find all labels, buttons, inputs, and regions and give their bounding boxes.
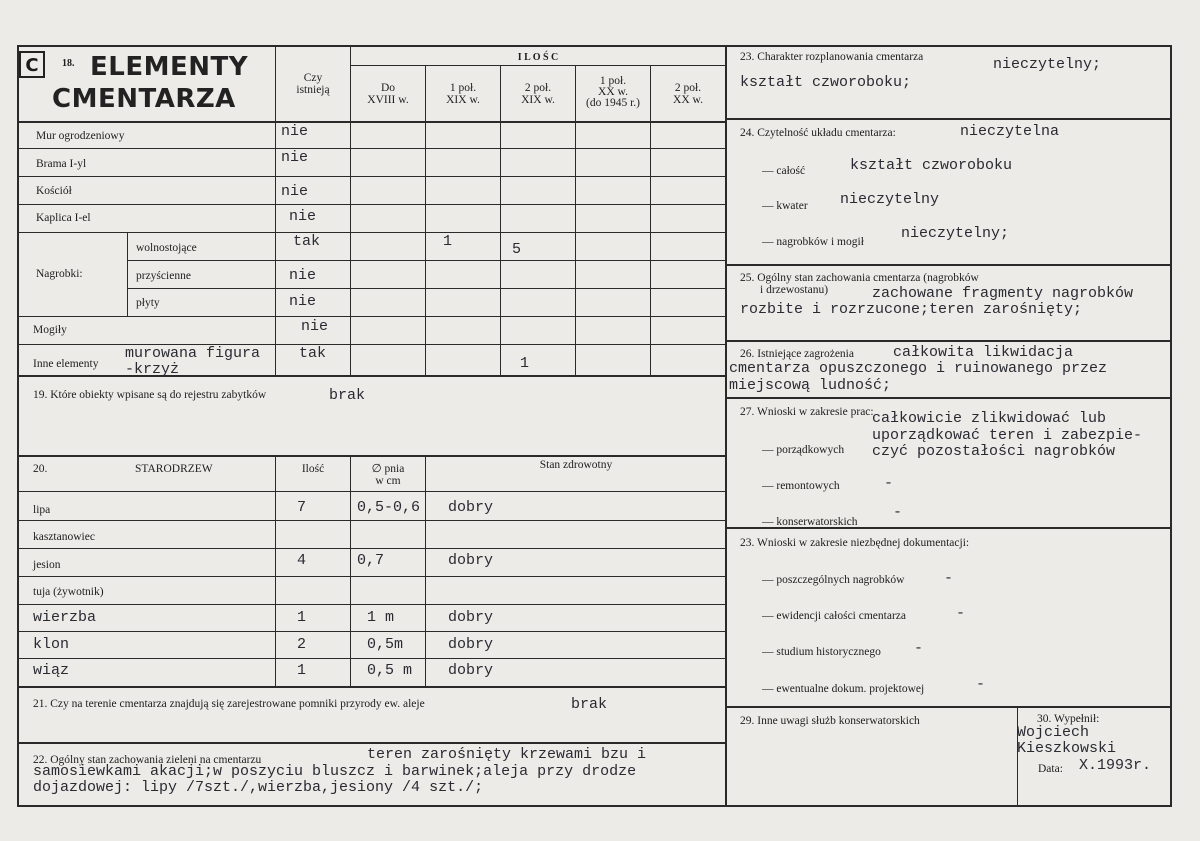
s25-label2: i drzewostanu): [760, 284, 829, 296]
s28-item-value: -: [976, 676, 986, 693]
s23-label: 23. Charakter rozplanowania cmentarza: [740, 51, 924, 63]
element-exists: nie: [289, 267, 317, 284]
period-4b: XX w.: [598, 86, 628, 98]
ilosc-label: I L O Ś C: [517, 52, 559, 63]
col-line: [500, 66, 501, 375]
tree-health: dobry: [448, 609, 494, 626]
period-5b: XX w.: [673, 94, 703, 106]
s26-line1: całkowita likwidacja: [893, 344, 1074, 361]
col-line: [425, 455, 426, 687]
s27-rem-label: — remontowych: [762, 480, 840, 492]
element-count: 5: [512, 241, 522, 258]
row-line: [17, 548, 726, 549]
element-count: 1: [520, 355, 530, 372]
s19-label: 19. Które obiekty wpisane są do rejestru zabytków: [33, 389, 267, 401]
tree-diam: 0,5-0,6: [357, 499, 421, 516]
s22-label: 22. Ogólny stan zachowania zieleni na cmentarzu: [33, 754, 262, 766]
trees-health-header: Stan zdrowotny: [539, 459, 613, 471]
trees-num: 20.: [33, 463, 48, 475]
row-line: [17, 455, 726, 457]
frame-left: [17, 45, 19, 807]
section-number: 18.: [62, 58, 75, 69]
s28-item-value: -: [944, 570, 954, 587]
s24-value: nieczytelna: [960, 123, 1060, 140]
element-exists: nie: [289, 293, 317, 310]
row-line: [17, 686, 726, 688]
tree-name: tuja (żywotnik): [33, 586, 104, 598]
tree-name: lipa: [33, 504, 51, 516]
s27-rem: -: [884, 475, 894, 492]
czy-label-1: Czy: [303, 72, 323, 84]
tree-name: jesion: [33, 559, 61, 571]
s28-item-label: — poszczególnych nagrobków: [762, 574, 905, 586]
s26-label: 26. Istniejące zagrożenia: [740, 348, 854, 360]
period-4c: (do 1945 r.): [586, 97, 640, 109]
element-label: Kościół: [36, 185, 72, 197]
element-label: wolnostojące: [136, 242, 197, 254]
s24-label: 24. Czytelność układu cmentarza:: [740, 127, 896, 139]
s22-line2: samosiewkami akacji;w poszyciu bluszcz i barwinek;aleja przy drodze: [33, 763, 637, 780]
center-divider: [725, 45, 727, 807]
s27-kons: -: [893, 504, 903, 521]
s25-label1: 25. Ogólny stan zachowania cmentarza (nagrobków: [740, 272, 979, 284]
s21-label: 21. Czy na terenie cmentarza znajdują się zarejestrowane pomniki przyrody ew. aleje: [33, 698, 425, 710]
row-line: [17, 520, 726, 521]
element-exists: tak: [299, 345, 327, 362]
period-5a: 2 poł.: [674, 82, 702, 94]
row-line: [17, 204, 726, 205]
element-exists: nie: [281, 183, 309, 200]
title-line1: ELEMENTY: [90, 52, 249, 82]
row-line: [17, 604, 726, 605]
s19-value: brak: [329, 387, 366, 404]
s22-line1: teren zarośnięty krzewami bzu i: [367, 746, 647, 763]
trees-diam-unit: w cm: [375, 475, 401, 487]
s27-label: 27. Wnioski w zakresie prac:: [740, 406, 874, 418]
s28-item-label: — ewidencji całości cmentarza: [762, 610, 906, 622]
tree-count: 2: [297, 636, 307, 653]
s28-label: 23. Wnioski w zakresie niezbędnej dokumentacji:: [740, 537, 970, 549]
s24-calosc-label: — całość: [762, 165, 806, 177]
row-line: [127, 288, 726, 289]
row-line: [17, 658, 726, 659]
tree-count: 1: [297, 609, 307, 626]
tree-diam: 0,5 m: [367, 662, 413, 679]
element-exists: nie: [301, 318, 329, 335]
s24-kwater: nieczytelny: [840, 191, 940, 208]
nagrobki-label: Nagrobki:: [36, 268, 83, 280]
col-line: [425, 66, 426, 375]
s27-line3: czyć pozostałości nagrobków: [872, 443, 1116, 460]
tree-health: dobry: [448, 499, 494, 516]
czy-label-2: istnieją: [296, 84, 330, 96]
element-typed: murowana figura: [125, 345, 261, 362]
element-label: przyścienne: [136, 270, 191, 282]
col-line: [650, 66, 651, 375]
element-exists: nie: [281, 123, 309, 140]
s30-name1: Wojciech: [1017, 724, 1090, 741]
s24-kwater-label: — kwater: [762, 200, 808, 212]
element-label: płyty: [136, 297, 160, 309]
row-line: [17, 631, 726, 632]
right-row-line: [725, 397, 1172, 399]
element-exists: nie: [289, 208, 317, 225]
trees-count-header: Ilość: [301, 463, 325, 475]
s24-nagrobkow: nieczytelny;: [901, 225, 1010, 242]
right-row-line: [725, 706, 1172, 708]
tree-diam: 1 m: [367, 609, 395, 626]
title-line2: CMENTARZA: [52, 84, 236, 114]
row-line: [17, 316, 726, 317]
row-line: [17, 176, 726, 177]
tree-name: kasztanowiec: [33, 531, 95, 543]
period-3a: 2 poł.: [524, 82, 552, 94]
s25-line1: zachowane fragmenty nagrobków: [872, 285, 1134, 302]
element-label: Brama I-yl: [36, 158, 87, 170]
tree-health: dobry: [448, 662, 494, 679]
row-line: [127, 260, 726, 261]
period-2b: XIX w.: [446, 94, 480, 106]
s29-label: 29. Inne uwagi służb konserwatorskich: [740, 715, 920, 727]
s26-line3: miejscową ludność;: [729, 377, 892, 394]
row-line: [17, 742, 726, 744]
row-line: [17, 344, 726, 345]
s25-line2: rozbite i rozrzucone;teren zarośnięty;: [740, 301, 1083, 318]
s30-date: X.1993r.: [1079, 757, 1152, 774]
col-line: [350, 455, 351, 687]
tree-diam: 0,7: [357, 552, 385, 569]
element-label: Kaplica I-el: [36, 212, 91, 224]
right-row-line: [725, 264, 1172, 266]
period-1b: XVIII w.: [367, 94, 409, 106]
s28-item-value: -: [914, 640, 924, 657]
tree-count: 1: [297, 662, 307, 679]
period-3b: XIX w.: [521, 94, 555, 106]
s22-line3: dojazdowej: lipy /7szt./,wierzba,jesiony /4 szt./;: [33, 779, 484, 796]
tree-health: dobry: [448, 636, 494, 653]
col-line: [275, 455, 276, 687]
s21-value: brak: [571, 696, 608, 713]
frame-bottom: [17, 805, 1172, 807]
element-typed: -krzyż: [125, 361, 180, 378]
element-exists: tak: [293, 233, 321, 250]
tree-diam: 0,5m: [367, 636, 404, 653]
s30-date-label: Data:: [1038, 763, 1063, 775]
row-line: [17, 232, 726, 233]
s27-line2: uporządkować teren i zabezpie-: [872, 427, 1143, 444]
element-count: 1: [443, 233, 453, 250]
s26-line2: cmentarza opuszczonego i ruinowanego przez: [729, 360, 1108, 377]
row-line: [17, 375, 726, 377]
section-letter-box: C: [19, 51, 45, 78]
trees-diam-header: ∅ pnia: [371, 463, 405, 475]
s24-calosc: kształt czworoboku: [850, 157, 1013, 174]
tree-name: wiąz: [33, 662, 70, 679]
ilosc-underline: [350, 65, 726, 66]
s30-label: 30. Wypełnił:: [1037, 713, 1100, 725]
right-row-line: [725, 118, 1172, 120]
element-label: Mogiły: [33, 324, 67, 336]
header-bottom: [17, 121, 726, 123]
tree-name: wierzba: [33, 609, 97, 626]
s28-item-label: — studium historycznego: [762, 646, 881, 658]
period-4a: 1 poł.: [599, 75, 627, 87]
row-line: [17, 148, 726, 149]
row-line: [17, 491, 726, 492]
row-line: [17, 576, 726, 577]
period-2a: 1 poł.: [449, 82, 477, 94]
frame-right: [1170, 45, 1172, 807]
tree-name: klon: [33, 636, 70, 653]
element-label: Inne elementy: [33, 358, 99, 370]
element-label: Mur ogrodzeniowy: [36, 130, 125, 142]
nagrobki-divider: [127, 232, 128, 316]
element-exists: nie: [281, 149, 309, 166]
trees-title: STARODRZEW: [135, 463, 213, 475]
frame-top: [17, 45, 1172, 47]
tree-count: 4: [297, 552, 307, 569]
right-row-line: [725, 340, 1172, 342]
s27-kons-label: — konserwatorskich: [762, 516, 858, 528]
tree-count: 7: [297, 499, 307, 516]
col-line: [575, 66, 576, 375]
s30-name2: Kieszkowski: [1017, 740, 1117, 757]
period-1a: Do: [380, 82, 396, 94]
s24-nagrobkow-label: — nagrobków i mogił: [762, 236, 864, 248]
s23-value1: nieczytelny;: [993, 56, 1102, 73]
s28-item-label: — ewentualne dokum. projektowej: [762, 683, 925, 695]
s27-porz-label: — porządkowych: [762, 444, 845, 456]
s28-item-value: -: [956, 605, 966, 622]
s23-value2: kształt czworoboku;: [740, 74, 912, 91]
s27-line1: całkowicie zlikwidować lub: [872, 410, 1107, 427]
tree-health: dobry: [448, 552, 494, 569]
